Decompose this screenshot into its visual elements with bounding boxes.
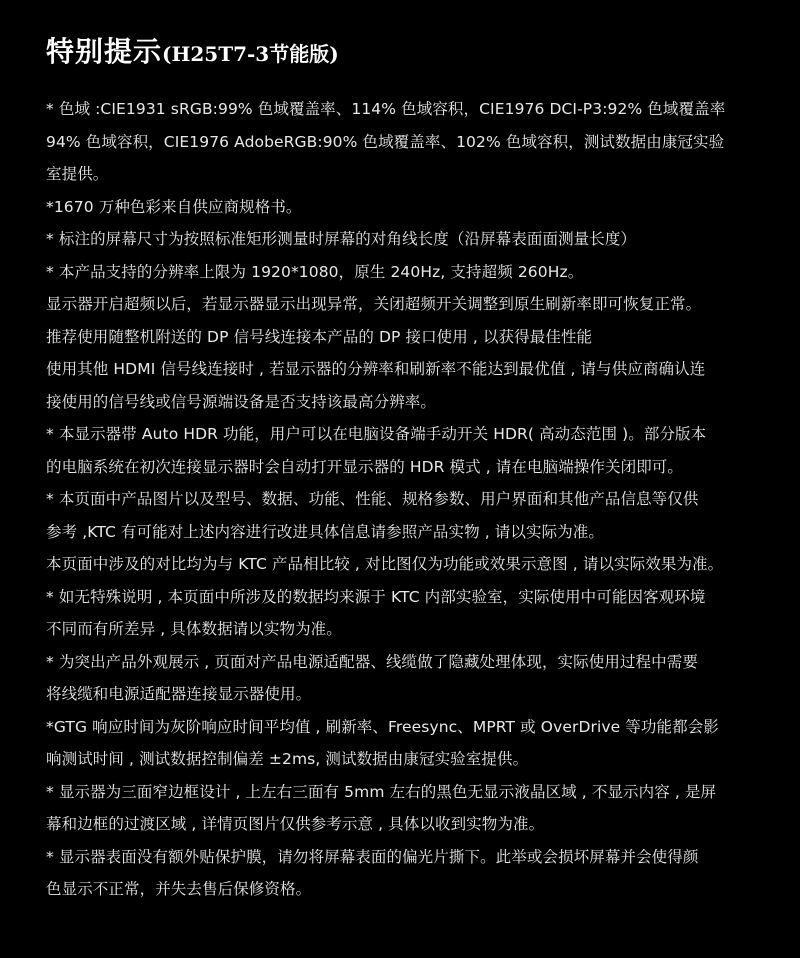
notes-list [46, 93, 766, 906]
note-line: *1670 万种色彩来自供应商规格书。 [46, 197, 302, 216]
note-line: * 显示器为三面窄边框设计 , 上左右三面有 5mm 左右的黑色无显示液晶区域 , 不显示内容 , 是屏 [46, 782, 717, 801]
note-line: 推荐使用随整机附送的 DP 信号线连接本产品的 DP 接口使用 , 以获得最佳性能 [46, 327, 593, 346]
note-line: * 为突出产品外观展示 , 页面对产品电源适配器、线缆做了隐藏处理体现，实际使用过程中需要 [46, 652, 698, 671]
page-title [46, 30, 339, 70]
note-line: 参考 ,KTC 有可能对上述内容进行改进具体信息请参照产品实物 , 请以实际为准。 [46, 522, 605, 541]
note-line: 接使用的信号线或信号源端设备是否支持该最高分辨率。 [46, 392, 437, 411]
note-line: * 标注的屏幕尺寸为按照标准矩形测量时屏幕的对角线长度（沿屏幕表面面测量长度） [46, 230, 637, 248]
note-line: 显示器开启超频以后，若显示器显示出现异常，关闭超频开关调整到原生刷新率即可恢复正常。 [46, 295, 702, 313]
note-line: 幕和边框的过渡区域 , 详情页图片仅供参考示意 , 具体以收到实物为准。 [46, 815, 545, 833]
note-line: 色显示不正常，并失去售后保修资格。 [46, 880, 312, 898]
note-line: 的电脑系统在初次连接显示器时会自动打开显示器的 HDR 模式 , 请在电脑端操作关闭即可。 [46, 457, 683, 476]
note-line: * 本产品支持的分辨率上限为 1920*1080，原生 240Hz, 支持超频 260Hz。 [46, 262, 584, 281]
note-line: * 本显示器带 Auto HDR 功能，用户可以在电脑设备端手动开关 HDR( 高动态范围 )。部分版本 [46, 425, 707, 443]
note-line: 将线缆和电源适配器连接显示器使用。 [46, 685, 312, 703]
note-line: * 显示器表面没有额外贴保护膜，请勿将屏幕表面的偏光片撕下。此举或会损坏屏幕并会使得颜 [46, 847, 699, 866]
note-line: 不同而有所差异 , 具体数据请以实物为准。 [46, 620, 342, 638]
note-line: * 如无特殊说明 , 本页面中所涉及的数据均来源于 KTC 内部实验室，实际使用中可能因客观环境 [46, 587, 706, 606]
note-line: *GTG 响应时间为灰阶响应时间平均值 , 刷新率、Freesync、MPRT 或 OverDrive 等功能都会影 [46, 717, 719, 736]
note-line: 使用其他 HDMI 信号线连接时 , 若显示器的分辨率和刷新率不能达到最优值 , 请与供应商确认连 [46, 360, 706, 378]
note-line: 响测试时间 , 测试数据控制偏差 ±2ms, 测试数据由康冠实验室提供。 [46, 750, 529, 768]
note-line: 本页面中涉及的对比均为与 KTC 产品相比较 , 对比图仅为功能或效果示意图 , 请以实际效果为准。 [46, 555, 724, 573]
note-line: * 本页面中产品图片以及型号、数据、功能、性能、规格参数、用户界面和其他产品信息等仅供 [46, 490, 699, 508]
note-line: 室提供。 [46, 165, 109, 183]
note-line: 94% 色域容积，CIE1976 AdobeRGB:90% 色域覆盖率、102% 色域容积，测试数据由康冠实验 [46, 132, 725, 151]
title-model: (H25T7-3节能版) [162, 42, 339, 66]
note-line: * 色域 :CIE1931 sRGB:99% 色域覆盖率、114% 色域容积，CIE1976 DCI-P3:92% 色域覆盖率 [46, 100, 726, 118]
title-text: 特别提示 [46, 35, 163, 68]
